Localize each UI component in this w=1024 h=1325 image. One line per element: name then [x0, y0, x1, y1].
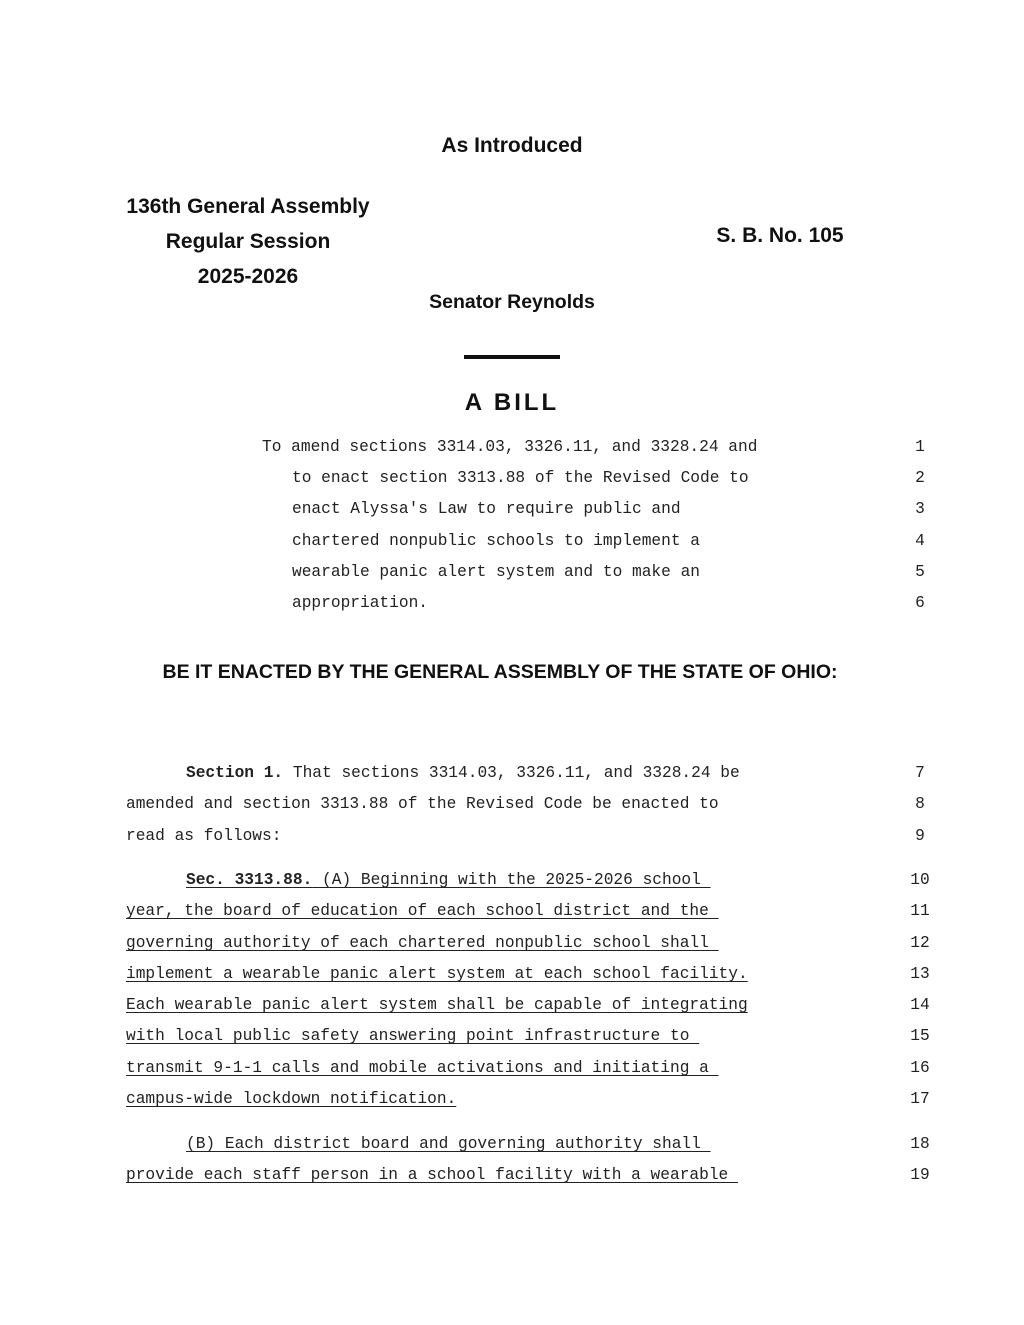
- line-number: 1: [915, 438, 925, 456]
- enacted-line: year, the board of education of each school district and the: [126, 902, 719, 920]
- session-years: 2025-2026: [197, 265, 299, 288]
- title-line: wearable panic alert system and to make an: [292, 563, 700, 581]
- title-line: appropriation.: [292, 594, 428, 612]
- bill-heading: A BILL: [464, 389, 560, 416]
- enacted-line: (B) Each district board and governing authority shall: [186, 1135, 711, 1153]
- title-line: chartered nonpublic schools to implement a: [292, 532, 700, 550]
- line-number: 2: [915, 469, 925, 487]
- line-number: 19: [910, 1166, 930, 1184]
- line-number: 18: [910, 1135, 930, 1153]
- assembly-info: [98, 189, 398, 294]
- line-number: 9: [915, 827, 925, 845]
- enacted-line: transmit 9-1-1 calls and mobile activations and initiating a: [126, 1059, 719, 1077]
- enacted-line: Each wearable panic alert system shall be capable of integrating: [126, 996, 748, 1014]
- enacted-line: [186, 869, 711, 891]
- line-number: 17: [910, 1090, 930, 1108]
- line-number: 14: [910, 996, 930, 1014]
- line-number: 10: [910, 871, 930, 889]
- title-line: To amend sections 3314.03, 3326.11, and 3328.24 and: [262, 438, 758, 456]
- enacted-line: campus-wide lockdown notification.: [126, 1090, 457, 1108]
- line-number: 16: [910, 1059, 930, 1077]
- section-label: Sec. 3313.88.: [186, 871, 313, 889]
- section-1-line: read as follows:: [126, 827, 282, 845]
- section-1-text: That sections 3314.03, 3326.11, and 3328.24 be: [283, 764, 740, 782]
- bill-number: S. B. No. 105: [716, 224, 844, 247]
- assembly-name: 136th General Assembly: [126, 195, 370, 218]
- section-1-label: Section 1.: [186, 764, 284, 782]
- line-number: 13: [910, 965, 930, 983]
- enacted-line: provide each staff person in a school facility with a wearable: [126, 1166, 738, 1184]
- enacted-line: with local public safety answering point infrastructure to: [126, 1027, 700, 1045]
- session-name: Regular Session: [165, 230, 331, 253]
- enacted-text: (A) Beginning with the 2025-2026 school: [312, 871, 711, 889]
- line-number: 6: [915, 594, 925, 612]
- line-number: 7: [915, 764, 925, 782]
- line-number: 15: [910, 1027, 930, 1045]
- line-number: 4: [915, 532, 925, 550]
- section-1-line: amended and section 3313.88 of the Revised Code be enacted to: [126, 795, 719, 813]
- divider-rule: [464, 355, 560, 359]
- line-number: 5: [915, 563, 925, 581]
- line-number: 3: [915, 500, 925, 518]
- line-number: 11: [910, 902, 930, 920]
- sponsor: Senator Reynolds: [429, 291, 595, 313]
- line-number: 8: [915, 795, 925, 813]
- title-line: to enact section 3313.88 of the Revised Code to: [292, 469, 749, 487]
- section-1-line: [186, 762, 740, 784]
- enacted-line: governing authority of each chartered nonpublic school shall: [126, 934, 719, 952]
- enacted-line: implement a wearable panic alert system at each school facility.: [126, 965, 748, 983]
- title-line: enact Alyssa's Law to require public and: [292, 500, 681, 518]
- enacting-clause: BE IT ENACTED BY THE GENERAL ASSEMBLY OF THE STATE OF OHIO:: [162, 661, 838, 683]
- line-number: 12: [910, 934, 930, 952]
- bill-status: As Introduced: [441, 134, 583, 157]
